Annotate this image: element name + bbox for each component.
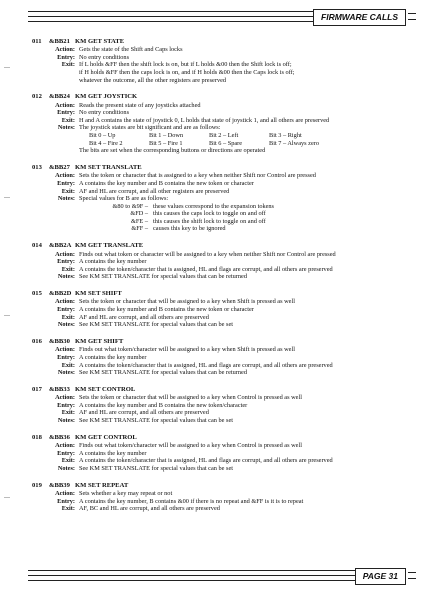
firmware-entry (32, 93, 410, 154)
entry-address: &BB36 (49, 433, 70, 441)
exit-text (79, 409, 410, 417)
joystick-bits (89, 132, 410, 147)
notes-row (32, 273, 410, 281)
notes-line: See KM SET TRANSLATE for special values that can be returned (79, 369, 247, 377)
exit-line: AF and HL are corrupt, and all other registers are preserved (79, 187, 230, 195)
entry-number: 012 (32, 93, 42, 101)
exit-label: Exit: (61, 361, 75, 369)
notes-text (79, 195, 410, 233)
exit-row (32, 505, 410, 513)
special-value-desc: this causes the caps lock to toggle on and off (153, 210, 266, 218)
exit-text (79, 457, 410, 465)
exit-text (79, 61, 410, 84)
footer-rule-top (28, 570, 358, 571)
exit-row (32, 188, 410, 196)
entry-name: KM GET JOYSTICK (75, 93, 138, 101)
notes-text (79, 273, 410, 281)
entry-title (32, 386, 410, 394)
entry-address: &BB27 (49, 164, 70, 172)
entry-text: No entry conditions (79, 53, 130, 61)
exit-text (79, 188, 410, 196)
entry-number: 019 (32, 481, 42, 489)
action-label: Action: (55, 489, 75, 497)
exit-row (32, 314, 410, 322)
exit-line: A contains the token/character that is assigned, HL and flags are corrupt, and all others are preserved (79, 457, 333, 465)
entry-title (32, 482, 410, 490)
entry-number: 013 (32, 164, 42, 172)
entry-row (32, 180, 410, 188)
action-label: Action: (55, 250, 75, 258)
notes-text (79, 465, 410, 473)
exit-line: if H holds &FF then the caps lock is on, and if H holds &00 then the Caps lock is off; (79, 68, 295, 76)
action-text: Sets the token or character that is assigned to a key when neither Shift nor Control are pressed (79, 172, 316, 180)
margin-mark (4, 497, 10, 498)
firmware-entry (32, 290, 410, 329)
bit-value: Bit 7 – Always zero (269, 139, 320, 147)
entry-text: No entry conditions (79, 109, 130, 117)
exit-label: Exit: (61, 265, 75, 273)
entry-row (32, 450, 410, 458)
exit-line: AF, BC and HL are corrupt, and all others are preserved (79, 505, 220, 513)
margin-mark (4, 67, 10, 68)
entry-row (32, 498, 410, 506)
action-row (32, 394, 410, 402)
action-label: Action: (55, 346, 75, 354)
entry-address: &BB2D (49, 290, 72, 298)
exit-line: AF and HL are corrupt, and all others are preserved (79, 409, 209, 417)
notes-row (32, 465, 410, 473)
exit-row (32, 457, 410, 465)
bit-value: Bit 0 – Up (89, 132, 116, 140)
translate-values (111, 203, 410, 233)
action-text: Sets the token or character that will be assigned to a key when Control is pressed as well (79, 394, 302, 402)
exit-text (79, 362, 410, 370)
entry-address: &BB33 (49, 386, 70, 393)
entry-text: A contains the key number (79, 449, 147, 457)
firmware-entry (32, 338, 410, 377)
firmware-entry (32, 386, 410, 425)
entry-address: &BB24 (49, 93, 70, 101)
special-value: &FD – (130, 210, 148, 218)
action-text: Sets the token or character that will be assigned to a key when Shift is pressed as well (79, 298, 295, 306)
entry-title (32, 338, 410, 346)
exit-row (32, 409, 410, 417)
entry-title (32, 434, 410, 442)
action-text: Finds out what token or character will be assigned to a key when neither Shift nor Control are pressed (79, 250, 336, 258)
exit-line: A contains the token/character that is assigned, HL and flags are corrupt, and all others are preserved (79, 265, 333, 273)
page-header-title: FIRMWARE CALLS (313, 9, 406, 26)
entry-address: &BB2A (49, 242, 72, 250)
action-row (32, 490, 410, 498)
action-label: Action: (55, 172, 75, 180)
entry-text: A contains the key number (79, 353, 147, 361)
special-value: &80 to &9F – (112, 202, 148, 210)
firmware-entry (32, 164, 410, 233)
exit-label: Exit: (61, 505, 75, 513)
firmware-entry (32, 482, 410, 513)
entry-row (32, 306, 410, 314)
header-tick-bottom (408, 19, 416, 20)
exit-label: Exit: (61, 409, 75, 417)
exit-line: If L holds &FF then the shift lock is on, but if L holds &00 then the Shift lock is off; (79, 61, 292, 69)
footer-tick-bottom (408, 578, 416, 579)
entry-text: A contains the key number (79, 258, 147, 266)
exit-line: H and A contains the state of joystick 0, L holds that state of joystick 1, and all others are preserved (79, 116, 330, 124)
exit-line: whatever the outcome, all the other registers are preserved (79, 76, 227, 84)
notes-row (32, 417, 410, 425)
entry-name: KM GET CONTROL (75, 433, 137, 441)
entry-row (32, 54, 410, 62)
entry-title (32, 93, 410, 101)
footer-tick-top (408, 572, 416, 573)
notes-line: See KM SET TRANSLATE for special values that can be returned (79, 273, 247, 281)
exit-line: A contains the token/character that is assigned, HL and flags are corrupt, and all others are preserved (79, 361, 333, 369)
notes-label: Notes: (57, 195, 75, 203)
entry-address: &BB30 (49, 338, 70, 346)
footer-rule-bottom (28, 580, 358, 581)
notes-label: Notes: (57, 464, 75, 472)
page-number: PAGE 31 (355, 568, 406, 585)
entry-title (32, 164, 410, 172)
entry-name: KM GET TRANSLATE (75, 242, 144, 250)
entry-row (32, 354, 410, 362)
exit-text (79, 505, 410, 513)
margin-mark (4, 315, 10, 316)
notes-line: The joystick states are bit significant and are as follows: (79, 124, 221, 132)
entry-row (32, 258, 410, 266)
firmware-entry (32, 38, 410, 84)
entry-number: 015 (32, 290, 42, 298)
bit-value: Bit 4 – Fire 2 (89, 139, 123, 147)
notes-line: See KM SET TRANSLATE for special values that can be set (79, 321, 234, 329)
entry-label: Entry: (57, 353, 75, 361)
notes-line: The bits are set when the corresponding buttons or directions are operated (79, 147, 266, 155)
action-row (32, 298, 410, 306)
action-text: Finds out what token/character will be assigned to a key when Control is pressed as well (79, 442, 302, 450)
entry-title (32, 242, 410, 250)
action-text: Gets the state of the Shift and Caps locks (79, 46, 183, 54)
notes-label: Notes: (57, 369, 75, 377)
footer-rule-mid (28, 575, 358, 576)
action-label: Action: (55, 394, 75, 402)
special-value-desc: this causes the shift lock to toggle on and off (153, 217, 266, 225)
entry-name: KM SET TRANSLATE (75, 164, 142, 172)
entry-number: 016 (32, 338, 42, 346)
notes-text (79, 124, 410, 154)
entry-number: 014 (32, 242, 42, 250)
action-text: Sets whether a key may repeat or not (79, 489, 173, 497)
entry-label: Entry: (57, 109, 75, 117)
special-value-desc: these values correspond to the expansion tokens (153, 202, 275, 210)
action-row (32, 102, 410, 110)
special-value-desc: causes this key to be ignored (153, 225, 226, 233)
action-row (32, 442, 410, 450)
exit-line: AF and HL are corrupt, and all others are preserved (79, 313, 209, 321)
notes-row (32, 195, 410, 233)
notes-row (32, 124, 410, 154)
action-text: Finds out what token/character will be assigned to a key when Shift is pressed as well (79, 346, 295, 354)
exit-text (79, 117, 410, 125)
entry-name: KM GET SHIFT (75, 338, 124, 346)
notes-label: Notes: (57, 273, 75, 281)
exit-text (79, 314, 410, 322)
action-row (32, 346, 410, 354)
notes-row (32, 369, 410, 377)
exit-label: Exit: (61, 116, 75, 124)
entry-label: Entry: (57, 401, 75, 409)
entry-label: Entry: (57, 449, 75, 457)
entry-title (32, 290, 410, 298)
bit-value: Bit 5 – Fire 1 (149, 139, 183, 147)
entry-address: &BB21 (49, 38, 70, 45)
exit-text (79, 266, 410, 274)
action-row (32, 251, 410, 259)
notes-text (79, 369, 410, 377)
entry-name: KM SET SHIFT (75, 290, 122, 298)
action-row (32, 172, 410, 180)
action-label: Action: (55, 101, 75, 109)
entry-name: KM SET REPEAT (75, 481, 129, 489)
entry-label: Entry: (57, 306, 75, 314)
exit-row (32, 117, 410, 125)
exit-row (32, 362, 410, 370)
entry-name: KM GET STATE (75, 38, 125, 45)
special-value: &FE – (131, 217, 148, 225)
notes-text (79, 417, 410, 425)
notes-label: Notes: (57, 321, 75, 329)
entry-label: Entry: (57, 497, 75, 505)
bit-value: Bit 6 – Spare (209, 139, 243, 147)
firmware-entry (32, 242, 410, 281)
entry-number: 017 (32, 386, 42, 393)
notes-row (32, 321, 410, 329)
margin-mark (4, 197, 10, 198)
notes-line: Special values for B are as follows: (79, 195, 169, 203)
exit-label: Exit: (61, 61, 75, 69)
exit-label: Exit: (61, 457, 75, 465)
notes-line: See KM SET TRANSLATE for special values that can be set (79, 464, 234, 472)
firmware-call-list (32, 38, 410, 522)
action-row (32, 46, 410, 54)
exit-row (32, 61, 410, 84)
entry-label: Entry: (57, 258, 75, 266)
entry-number: 018 (32, 433, 42, 441)
entry-text: A contains the key number and B contains the new token or character (79, 306, 254, 314)
firmware-entry (32, 434, 410, 473)
entry-text: A contains the key number and B contains the new token or character (79, 179, 254, 187)
entry-text: A contains the key number and B contains the new token/character (79, 401, 248, 409)
entry-label: Entry: (57, 179, 75, 187)
entry-name: KM SET CONTROL (75, 386, 136, 393)
bit-value: Bit 1 – Down (149, 132, 184, 140)
action-text: Reads the present state of any joysticks attached (79, 101, 201, 109)
entry-title (32, 38, 410, 46)
special-value: &FF – (131, 225, 148, 233)
action-label: Action: (55, 298, 75, 306)
bit-value: Bit 3 – Right (269, 132, 302, 140)
entry-address: &BB39 (49, 481, 70, 489)
header-tick-top (408, 13, 416, 14)
exit-label: Exit: (61, 313, 75, 321)
entry-label: Entry: (57, 53, 75, 61)
notes-text (79, 321, 410, 329)
exit-label: Exit: (61, 187, 75, 195)
entry-text: A contains the key number, B contains &00 if there is no repeat and &FF is it is to repeat (79, 497, 304, 505)
notes-line: See KM SET TRANSLATE for special values that can be set (79, 416, 234, 424)
entry-number: 011 (32, 38, 42, 45)
entry-row (32, 402, 410, 410)
notes-label: Notes: (57, 124, 75, 132)
action-label: Action: (55, 442, 75, 450)
action-label: Action: (55, 46, 75, 54)
bit-value: Bit 2 – Left (209, 132, 239, 140)
notes-label: Notes: (57, 416, 75, 424)
entry-row (32, 109, 410, 117)
exit-row (32, 266, 410, 274)
